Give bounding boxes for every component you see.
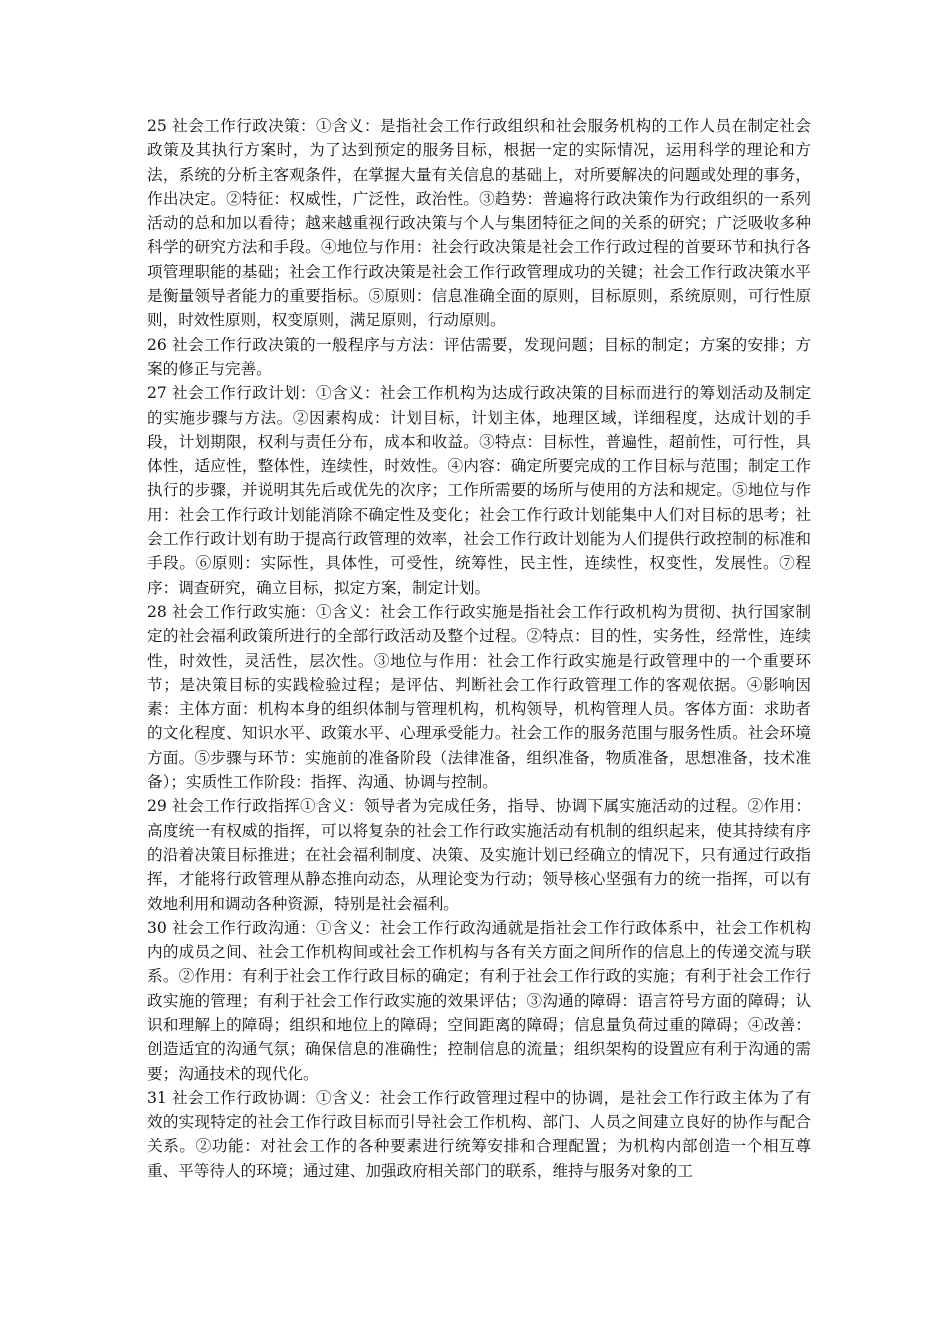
paragraph-25-decision: 25 社会工作行政决策：①含义：是指社会工作行政组织和社会服务机构的工作人员在制定社会政策及其执行方案时，为了达到预定的服务目标，根据一定的实际情况，运用科学的理论和方法，系统的分析主客观条件，在掌握大量有关信息的基础上，对所要解决的问题或处理的事务，作出决定。②特征：权威性，广泛性，政治性。③趋势：普遍将行政决策作为行政组织的一系列活动的总和加以看待；越来越重视行政决策与个人与集团特征之间的关系的研究；广泛吸收多种科学的研究方法和手段。④地位与作用：社会行政决策是社会工作行政过程的首要环节和执行各项管理职能的基础；社会工作行政决策是社会工作行政管理成功的关键；社会工作行政决策水平是衡量领导者能力的重要指标。⑤原则：信息准确全面的原则，目标原则，系统原则，可行性原则，时效性原则，权变原则，满足原则，行动原则。 xyxy=(147,117,811,330)
paragraph-31-coordination: 31 社会工作行政协调：①含义：社会工作行政管理过程中的协调，是社会工作行政主体为了有效的实现特定的社会工作行政目标而引导社会工作机构、部门、人员之间建立良好的协作与配合关系。②功能：对社会工作的各种要素进行统筹安排和合理配置；为机构内部创造一个相互尊重、平等待人的环境；通过建、加强政府相关部门的联系，维持与服务对象的工 xyxy=(147,1088,811,1180)
paragraph-28-implementation: 28 社会工作行政实施：①含义：社会工作行政实施是指社会工作行政机构为贯彻、执行国家制定的社会福利政策所进行的全部行政活动及整个过程。②特点：目的性，实务性，经常性，连续性，时效性，灵活性，层次性。③地位与作用：社会工作行政实施是行政管理中的一个重要环节；是决策目标的实践检验过程；是评估、判断社会工作行政管理工作的客观依据。④影响因素：主体方面：机构本身的组织体制与管理机构，机构领导，机构管理人员。客体方面：求助者的文化程度、知识水平、政策水平、心理承受能力。社会工作的服务范围与服务性质。社会环境方面。⑤步骤与环节：实施前的准备阶段（法律准备，组织准备，物质准备，思想准备，技术准备）；实质性工作阶段：指挥、沟通、协调与控制。 xyxy=(147,602,811,792)
paragraph-30-communication: 30 社会工作行政沟通：①含义：社会工作行政沟通就是指社会工作行政体系中，社会工作机构内的成员之间、社会工作机构间或社会工作机构与各有关方面之间所作的信息上的传递交流与联系。②作用：有利于社会工作行政目标的确定；有利于社会工作行政的实施；有利于社会工作行政实施的管理；有利于社会工作行政实施的效果评估；③沟通的障碍：语言符号方面的障碍；认识和理解上的障碍；组织和地位上的障碍；空间距离的障碍；信息量负荷过重的障碍；④改善：创造适宜的沟通气氛；确保信息的准确性；控制信息的流量；组织架构的设置应有利于沟通的需要；沟通技术的现代化。 xyxy=(147,918,811,1083)
paragraph-29-command: 29 社会工作行政指挥①含义：领导者为完成任务，指导、协调下属实施活动的过程。②作用：高度统一有权威的指挥，可以将复杂的社会工作行政实施活动有机制的组织起来，使其持续有序的沿着决策目标推进；在社会福利制度、决策、及实施计划已经确立的情况下，只有通过行政指挥，才能将行政管理从静态推向动态，从理论变为行动；领导核心坚强有力的统一指挥，可以有效地利用和调动各种资源，特别是社会福利。 xyxy=(147,797,811,913)
document-body xyxy=(147,114,811,1183)
paragraph-26-decision-procedure: 26 社会工作行政决策的一般程序与方法：评估需要，发现问题；目标的制定；方案的安排；方案的修正与完善。 xyxy=(147,335,811,378)
paragraph-27-planning: 27 社会工作行政计划：①含义：社会工作机构为达成行政决策的目标而进行的筹划活动及制定的实施步骤与方法。②因素构成：计划目标，计划主体，地理区域，详细程度，达成计划的手段，计划期限，权利与责任分布，成本和收益。③特点：目标性，普遍性，超前性，可行性，具体性，适应性，整体性，连续性，时效性。④内容：确定所要完成的工作目标与范围；制定工作执行的步骤，并说明其先后或优先的次序；工作所需要的场所与使用的方法和规定。⑤地位与作用：社会工作行政计划能消除不确定性及变化；社会工作行政计划能集中人们对目标的思考；社会工作行政计划有助于提高行政管理的效率，社会工作行政计划能为人们提供行政控制的标准和手段。⑥原则：实际性，具体性，可受性，统筹性，民主性，连续性，权变性，发展性。⑦程序：调查研究，确立目标，拟定方案，制定计划。 xyxy=(147,384,811,597)
